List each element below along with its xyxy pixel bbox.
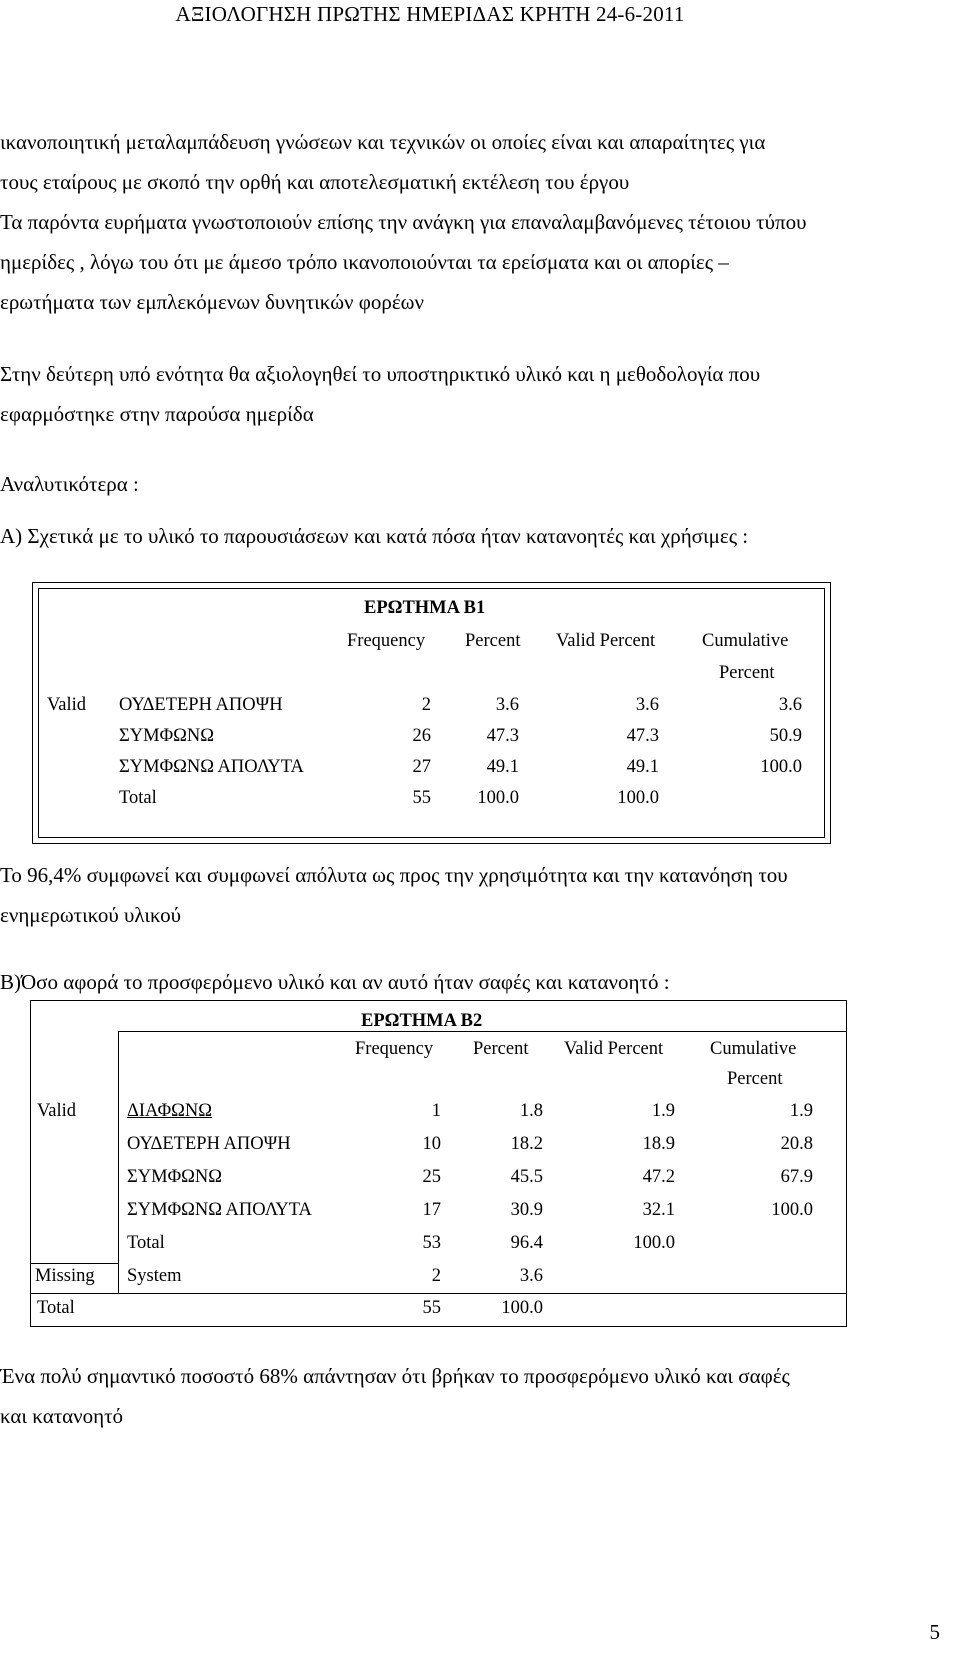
col-header-cumulative-percent: Percent (719, 663, 775, 683)
text-line: Β)Όσο αφορά το προσφερόμενο υλικό και αν αυτό ήταν σαφές και κατανοητό : (0, 970, 670, 994)
second-section-paragraph (0, 354, 940, 434)
text-line: ερωτήματα των εμπλεκόμενων δυνητικών φορέων (0, 290, 424, 314)
col-header-cumulative-percent: Percent (727, 1069, 783, 1089)
cell: 47.3 (486, 726, 519, 746)
row-group-label: Total (37, 1298, 75, 1318)
col-header-percent: Percent (465, 631, 521, 651)
cell: ΔΙΑΦΩΝΩ (127, 1101, 213, 1121)
text-line: ενημερωτικού υλικού (0, 903, 182, 927)
cell: ΣΥΜΦΩΝΩ (127, 1167, 222, 1187)
cell: ΣΥΜΦΩΝΩ ΑΠΟΛΥΤΑ (127, 1200, 312, 1220)
cell: 47.3 (626, 726, 659, 746)
cell: 3.6 (495, 695, 519, 715)
table-title: ΕΡΩΤΗΜΑ Β1 (364, 598, 486, 618)
cell: 47.2 (642, 1167, 675, 1187)
cell: 53 (422, 1233, 441, 1253)
question-b-intro (0, 962, 940, 1002)
text-line: εφαρμόστηκε στην παρούσα ημερίδα (0, 402, 314, 426)
page-header: ΑΞΙΟΛΟΓΗΣΗ ΠΡΩΤΗΣ ΗΜΕΡΙΔΑΣ ΚΡΗΤΗ 24-6-2011 (175, 2, 685, 26)
col-header-valid-percent: Valid Percent (556, 631, 656, 651)
cell: ΟΥΔΕΤΕΡΗ ΑΠΟΨΗ (127, 1134, 291, 1154)
col-header-frequency: Frequency (347, 631, 426, 651)
text-line: Α) Σχετικά με το υλικό το παρουσιάσεων και κατά πόσα ήταν κατανοητές και χρήσιμες : (0, 524, 749, 548)
cell: 18.2 (510, 1134, 543, 1154)
cell: 2 (421, 695, 431, 715)
cell: 50.9 (769, 726, 802, 746)
cell: ΟΥΔΕΤΕΡΗ ΑΠΟΨΗ (119, 695, 283, 715)
text-line: Αναλυτικότερα : (0, 472, 139, 496)
text-line: ικανοποιητική μεταλαμπάδευση γνώσεων και τεχνικών οι οποίες είναι και απαραίτητες για (0, 130, 766, 154)
cell: 49.1 (626, 757, 659, 777)
cell: 30.9 (510, 1200, 543, 1220)
cell: Total (127, 1233, 165, 1253)
col-header-valid-percent: Valid Percent (564, 1039, 664, 1059)
cell: 1 (431, 1101, 441, 1121)
cell: 55 (422, 1298, 441, 1318)
cell: ΣΥΜΦΩΝΩ (119, 726, 214, 746)
text-line: Το 96,4% συμφωνεί και συμφωνεί απόλυτα ως προς την χρησιμότητα και την κατανόηση του (0, 863, 788, 887)
cell: 55 (412, 788, 431, 808)
text-line: και κατανοητό (0, 1404, 124, 1428)
cell: 100.0 (617, 788, 659, 808)
b1-summary-paragraph (0, 855, 940, 935)
cell: 100.0 (477, 788, 519, 808)
col-header-cumulative: Cumulative (702, 631, 789, 651)
col-header-percent: Percent (473, 1039, 529, 1059)
b2-summary-paragraph (0, 1356, 940, 1436)
row-group-label: Valid (37, 1101, 77, 1121)
cell: 45.5 (510, 1167, 543, 1187)
cell: 49.1 (486, 757, 519, 777)
cell: 100.0 (501, 1298, 543, 1318)
cell: 3.6 (778, 695, 802, 715)
cell: 25 (422, 1167, 441, 1187)
cell: 26 (412, 726, 431, 746)
cell: Total (119, 788, 157, 808)
cell: 32.1 (642, 1200, 675, 1220)
cell: 3.6 (635, 695, 659, 715)
question-a-intro (0, 516, 940, 556)
cell: System (127, 1266, 182, 1286)
cell: 27 (412, 757, 431, 777)
text-line: ημερίδες , λόγω του ότι με άμεσο τρόπο ικανοποιούνται τα ερείσματα και οι απορίες – (0, 250, 729, 274)
cell: 18.9 (642, 1134, 675, 1154)
cell: 20.8 (780, 1134, 813, 1154)
cell: 1.8 (519, 1101, 543, 1121)
row-group-label: Valid (47, 695, 87, 715)
cell: 100.0 (771, 1200, 813, 1220)
col-header-frequency: Frequency (355, 1039, 434, 1059)
text-line: Στην δεύτερη υπό ενότητα θα αξιολογηθεί το υποστηρικτικό υλικό και η μεθοδολογία που (0, 362, 761, 386)
cell: 1.9 (651, 1101, 675, 1121)
text-line: Τα παρόντα ευρήματα γνωστοποιούν επίσης την ανάγκη για επαναλαμβανόμενες τέτοιου τύπου (0, 210, 807, 234)
row-group-label: Missing (35, 1266, 95, 1286)
intro-paragraph (0, 122, 940, 322)
col-header-cumulative: Cumulative (710, 1039, 797, 1059)
table-b1 (32, 582, 831, 844)
page-number: 5 (929, 1620, 940, 1644)
cell: 96.4 (510, 1233, 543, 1253)
cell: 17 (422, 1200, 441, 1220)
cell: 1.9 (789, 1101, 813, 1121)
table-title: ΕΡΩΤΗΜΑ Β2 (361, 1011, 483, 1031)
analysis-heading (0, 464, 940, 504)
text-line: Ένα πολύ σημαντικό ποσοστό 68% απάντησαν ότι βρήκαν το προσφερόμενο υλικό και σαφές (0, 1364, 790, 1388)
cell: 2 (431, 1266, 441, 1286)
cell: 10 (422, 1134, 441, 1154)
cell: 100.0 (633, 1233, 675, 1253)
table-b2 (30, 1000, 847, 1327)
cell: ΣΥΜΦΩΝΩ ΑΠΟΛΥΤΑ (119, 757, 304, 777)
cell: 67.9 (780, 1167, 813, 1187)
cell: 100.0 (760, 757, 802, 777)
text-line: τους εταίρους με σκοπό την ορθή και αποτελεσματική εκτέλεση του έργου (0, 170, 630, 194)
cell: 3.6 (519, 1266, 543, 1286)
